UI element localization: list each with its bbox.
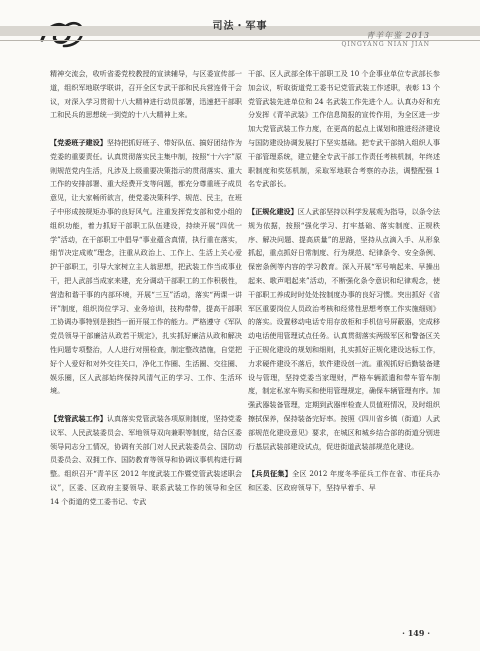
paragraph: 认真落实党管武装各项原则制度，坚持党委议军、人民武装委员会、军地领导双向兼职等制度，结合区委领导同志分工情况，协调有关部门对人民武装委员会、国防动员委员会、双拥工作、国防教育等领导和协调议事机构进行调整。组织召开“青羊区 2012 年度武装工作暨党管武装述职会议”，区委、区政府主要领导、联系武装工作的领导和全区 14 个街道的党工委书记、专武 xyxy=(50,413,243,506)
right-column xyxy=(248,67,440,495)
yearbook-title: 青羊年鉴 2013 xyxy=(366,31,430,40)
page-number: · 149 · xyxy=(402,628,430,638)
section-heading: 【正规化建设】 xyxy=(248,206,298,216)
paragraph: 全区 2012 年度冬季征兵工作在省、市征兵办和区委、区政府领导下，坚持早着手、早 xyxy=(248,469,441,492)
paragraph: 精神交流会，收听省委党校教授的宣读辅导，与区委宣传部一道，组织军地联学联讲，召开全区专武干部和民兵营连骨干会议，对深入学习贯彻十八大精神进行动员部署，迅速把干部职工和民兵的思想统一到党的十八大精神上来。 xyxy=(50,69,242,120)
section-party-armed-forces xyxy=(50,412,242,509)
paragraph: 坚持把抓好班子、带好队伍、搞好团结作为党委的重要责任。认真贯彻落实民主集中制，按照“十六字”原则规范党内生活，凡涉及上级重要决策指示的贯彻落实、重大工作的安排部署、重大经费开支等问题，都充分尊重班子成员意见，让大家畅所欲言，使党委决策科学、规范、民主，在班子中形成按规矩办事的良好风气。注重发挥党支部和党小组的组织功能，着力抓好干部职工队伍建设，持续开展“四优一学”活动，在干部职工中倡导“事业蕴含真情，执行重在落实，细节决定成败”理念，注重从政治上、工作上、生活上关心爱护干部职工，引导大家树立主人翁思想，把武装工作当成事业干，把人武部当成家来建，充分调动干部职工的工作积极性，营造和谐干事的内部环境，开展“三互”活动，落实“两课一讲评”制度，组织岗位学习、业务培训，技构带带，提高干部职工协调办事特别是独挡一面开展工作的能力。严格遵守《军队党员领导干部廉洁从政若干规定》，扎实抓好廉洁从政和解决性问题专项整治，人人进行对照检查，制定整改措施，自觉把好个人爱好和对外交往关口，净化工作圈、生活圈、交往圈、娱乐圈，区人武部始终保持风清气正的学习、工作、生活环境。 xyxy=(50,137,243,396)
left-column xyxy=(50,67,242,509)
section-heading: 【党管武装工作】 xyxy=(50,413,107,423)
paragraph: 干部、区人武部全体干部职工及 10 个企事业单位专武部长参加会议，听取街道党工委书记党管武装工作述职，表彰 13 个党管武装先进单位和 24 名武装工作先进个人。认真办好和充分发挥《青羊武装》工作信息简报的宣传作用，为全区进一步加大党管武装工作力度，在更高的起点上谋划和推进经济建设与国防建设协调发展打下坚实基础。把专武干部纳入组织人事干部管理系统，建立健全专武干部工作责任考核机制，年终述职制度和奖惩机制，采取军地联合考察的办法，调整配强 1 名专武部长。 xyxy=(248,69,440,189)
section-conscription xyxy=(248,467,440,495)
section-title: 司法・军事 xyxy=(212,21,268,32)
section-heading: 【党委班子建设】 xyxy=(50,137,107,147)
section-regularization xyxy=(248,205,440,453)
section-party-committee xyxy=(50,136,242,398)
paragraph: 区人武部坚持以科学发展观为指导，以条令法规为依据，按照“强化学习、打牢基础、落实制度、正规秩序、解决问题、提高质量”的思路，坚持从点滴入手、从形象抓起，重点抓好日常制度、行为规范、纪律条令、安全条例、保密条例等内容的学习教育。深入开展“军号响起来、早操出起来、歌声唱起来”活动，不断强化条令意识和纪律观念，使干部职工养成时时处处按制度办事的良好习惯。突出抓好《省军区重要岗位人员政治考核和经常性思想考察工作实施细则》的落实。设置移动电话专用存放柜和手机信号屏蔽器，完成移动电话使用管理试点任务。认真贯彻落实两级军区和警备区关于正规化建设的规划和细则，扎实抓好正规化建设达标工作，力求硬件建设不落后，软件建设创一流。重视抓好后勤装备建设与管理，坚持党委当家理财，严格车辆派遣和带车管车制度，制定私家车购买和使用管理规定，确保车辆管理有序。加强武器装备管理，定期到武器库检查人员值班情况，及时组织擦拭保养，保持装备完好率。按照《四川省乡镇（街道）人武部规范化建设意见》要求，在城区和城乡结合部的街道分别进行基层武装部建设试点，促进街道武装部规范化建设。 xyxy=(248,206,441,451)
section-heading: 【兵员征集】 xyxy=(248,469,293,479)
page-header xyxy=(0,0,480,58)
yearbook-title-en: QINGYANG NIAN JIAN xyxy=(341,41,430,48)
